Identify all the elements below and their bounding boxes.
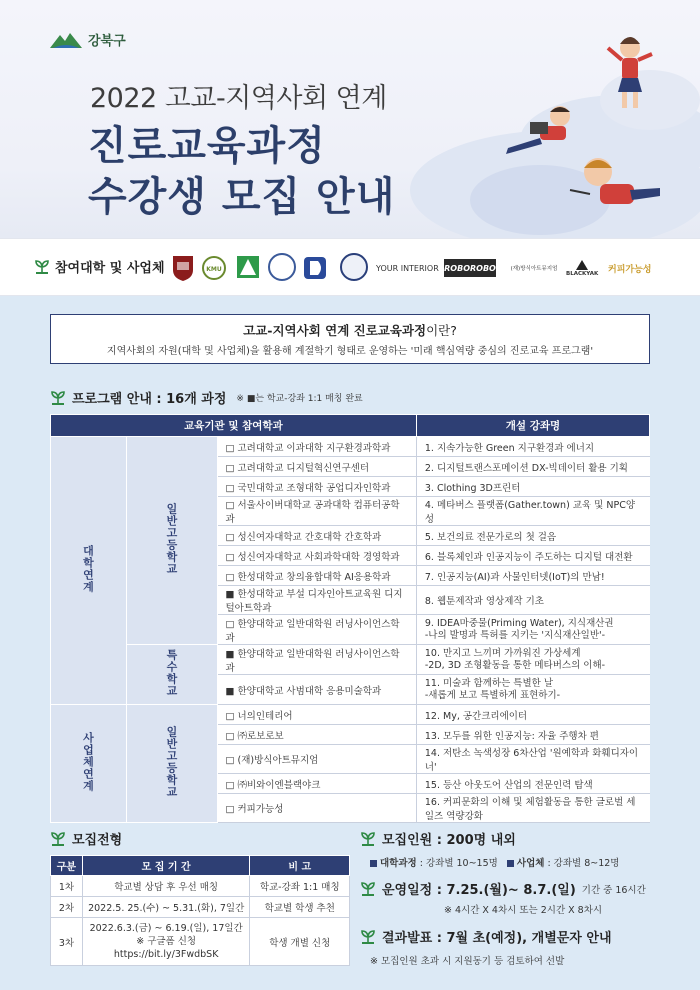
table-row: 1차 학교별 상담 후 우선 매칭 학교-강좌 1:1 매칭 bbox=[51, 876, 350, 897]
table-row: 특수학교 ■ 한양대학교 일반대학원 러닝사이언스학과 10. 만지고 느끼며 가까워진 가상세계 -2D, 3D 조형활동을 통한 메타버스의 이해- bbox=[51, 645, 650, 675]
roboroboo-logo: ROBOROBO bbox=[444, 259, 496, 277]
table-row: □ (재)방식아트뮤지엄 14. 저탄소 녹색성장 6차산업 '원예학과 화훼디자이너' bbox=[51, 745, 650, 774]
table-row: ■ 한성대학교 부설 디자인아트교육원 디지털아트학과 8. 웹툰제작과 영상제작 기초 bbox=[51, 586, 650, 615]
table-row: 3차 2022.6.3.(금) ~ 6.19.(일), 17일간 ※ 구글폼 신청 https://bit.ly/3FwdbSK 학생 개별 신청 bbox=[51, 918, 350, 966]
col-header-inst: 교육기관 및 참여학과 bbox=[51, 415, 417, 437]
table-row: □ 서울사이버대학교 공과대학 컴퓨터공학과 4. 메타버스 플랫폼(Gather.town) 교육 및 NPC양성 bbox=[51, 497, 650, 526]
quota-info: 모집인원 : 200명 내외 대학과정 : 강좌별 10~15명 사업체 : 강좌별 8~12명 bbox=[360, 829, 619, 869]
table-row: □ 한성대학교 창의융합대학 AI응용학과 7. 인공지능(AI)과 사물인터넷(IoT)의 만남! bbox=[51, 566, 650, 586]
table-row: □ 성신여자대학교 사회과학대학 경영학과 6. 블록체인과 인공지능이 주도하는 디지털 대전환 bbox=[51, 546, 650, 566]
gangbuk-logo bbox=[50, 30, 126, 49]
sprout-icon bbox=[360, 832, 376, 846]
girl-pen-illustration bbox=[560, 150, 670, 230]
blackyak-logo: BLACKYAK bbox=[566, 253, 598, 283]
schedule-info: 운영일정 : 7.25.(월)~ 8.7.(일) 기간 중 16시간 ※ 4시간 X 4차시 또는 2시간 X 8차시 bbox=[360, 879, 646, 916]
svg-text:KMU: KMU bbox=[206, 266, 222, 273]
korea-univ-logo bbox=[172, 253, 194, 283]
mountain-icon bbox=[50, 31, 82, 49]
table-row: □ 국민대학교 조형대학 공업디자인학과 3. Clothing 3D프린터 bbox=[51, 477, 650, 497]
page-title-line1: 진로교육과정 bbox=[88, 123, 326, 169]
table-row: 사업체연계 일반고등학교 □ 너의인테리어 12. My, 공간크리에이터 bbox=[51, 705, 650, 725]
subgroup-general-2: 일반고등학교 bbox=[126, 705, 217, 823]
table-row: ■ 한양대학교 사범대학 응용미술학과 11. 미술과 함께하는 특별한 날 -새롭게 보고 특별하게 표현하기- bbox=[51, 675, 650, 705]
sungshin-logo-2 bbox=[302, 253, 328, 283]
intro-desc: 지역사회의 자원(대학 및 사업체)을 활용해 계절학기 형태로 운영하는 '미래 핵심역량 중심의 진로교육 프로그램' bbox=[106, 346, 594, 357]
partner-title: 참여대학 및 사업체 bbox=[34, 257, 165, 276]
table-row: □ 한양대학교 일반대학원 러닝사이언스학과 9. IDEA마중물(Priming Water), 지식재산권 -나의 발명과 특허를 지키는 '지식재산일반'- bbox=[51, 615, 650, 645]
subgroup-general: 일반고등학교 bbox=[126, 437, 217, 645]
group-biz: 사업체연계 bbox=[51, 705, 127, 823]
subgroup-special: 특수학교 bbox=[126, 645, 217, 705]
page-title-line2: 수강생 모집 안내 bbox=[88, 174, 396, 220]
hanyang-logo bbox=[340, 253, 368, 281]
table-row: □ ㈜로보로보 13. 모두를 위한 인공지능: 자율 주행차 편 bbox=[51, 725, 650, 745]
partner-bar bbox=[0, 238, 700, 296]
table-row: □ 고려대학교 디지털혁신연구센터 2. 디지털트랜스포메이션 DX-빅데이터 활용 기획 bbox=[51, 457, 650, 477]
year-line: 2022 고교-지역사회 연계 bbox=[90, 83, 387, 114]
your-interior-logo: YOUR INTERIOR bbox=[376, 263, 439, 273]
coffee-logo: 커피가능성 bbox=[608, 264, 652, 275]
org-name: 강북구 bbox=[88, 34, 126, 49]
group-univ: 대학연계 bbox=[51, 437, 127, 705]
table-row: □ 성신여자대학교 간호대학 간호학과 5. 보건의료 전문가로의 첫 걸음 bbox=[51, 526, 650, 546]
table-row: □ ㈜비와이엔블랙야크 15. 등산 아웃도어 산업의 전문인력 탐색 bbox=[51, 774, 650, 794]
table-row: 2차 2022.5. 25.(수) ~ 5.31.(화), 7일간 학교별 학생 추천 bbox=[51, 897, 350, 918]
hero-banner bbox=[0, 0, 700, 238]
program-table bbox=[50, 414, 650, 823]
sungshin-logo-1 bbox=[268, 253, 296, 281]
recruit-table: 구분 모 집 기 간 비 고 1차 학교별 상담 후 우선 매칭 학교-강좌 1:1 매칭 2차 2022.5. 25.(수) ~ 5.31.(화), 7일간 학교별 학생 추천 3차 2022.6.3.(금) ~ 6.19.(일), 17일간 ※ 구글폼 신청 https://bit.ly/3FwdbSK 학생 개별 신청 bbox=[50, 855, 350, 966]
sprout-icon bbox=[50, 391, 66, 405]
intro-box bbox=[50, 314, 650, 364]
google-form-link[interactable]: https://bit.ly/3FwdbSK bbox=[113, 949, 219, 960]
intro-title: 고교-지역사회 연계 진로교육과정이란? bbox=[243, 323, 457, 338]
cyber-univ-logo bbox=[236, 253, 260, 283]
table-row: 대학연계 일반고등학교 □ 고려대학교 이과대학 지구환경과학과 1. 지속가능한 Green 지구환경과 에너지 bbox=[51, 437, 650, 457]
sprout-icon bbox=[50, 832, 66, 846]
result-info: 결과발표 : 7월 초(예정), 개별문자 안내 ※ 모집인원 초과 시 지원동기 등 검토하여 선발 bbox=[360, 927, 612, 967]
program-section-title: 프로그램 안내 : 16개 과정 ※ ■는 학교-강좌 1:1 매칭 완료 bbox=[50, 388, 363, 407]
recruit-section-title: 모집전형 bbox=[50, 829, 122, 848]
sprout-icon bbox=[360, 930, 376, 944]
sprout-icon bbox=[360, 882, 376, 896]
col-header-course: 개설 강좌명 bbox=[416, 415, 649, 437]
sprout-icon bbox=[34, 260, 50, 274]
kmu-logo bbox=[202, 253, 226, 283]
girl-illustration bbox=[600, 20, 660, 120]
table-row: □ 커피가능성 16. 커피문화의 이해 및 체험활동을 통한 글로벌 세일즈 역량강화 bbox=[51, 794, 650, 823]
bangsik-art-logo: (재)방식아트뮤지엄 bbox=[510, 266, 558, 272]
